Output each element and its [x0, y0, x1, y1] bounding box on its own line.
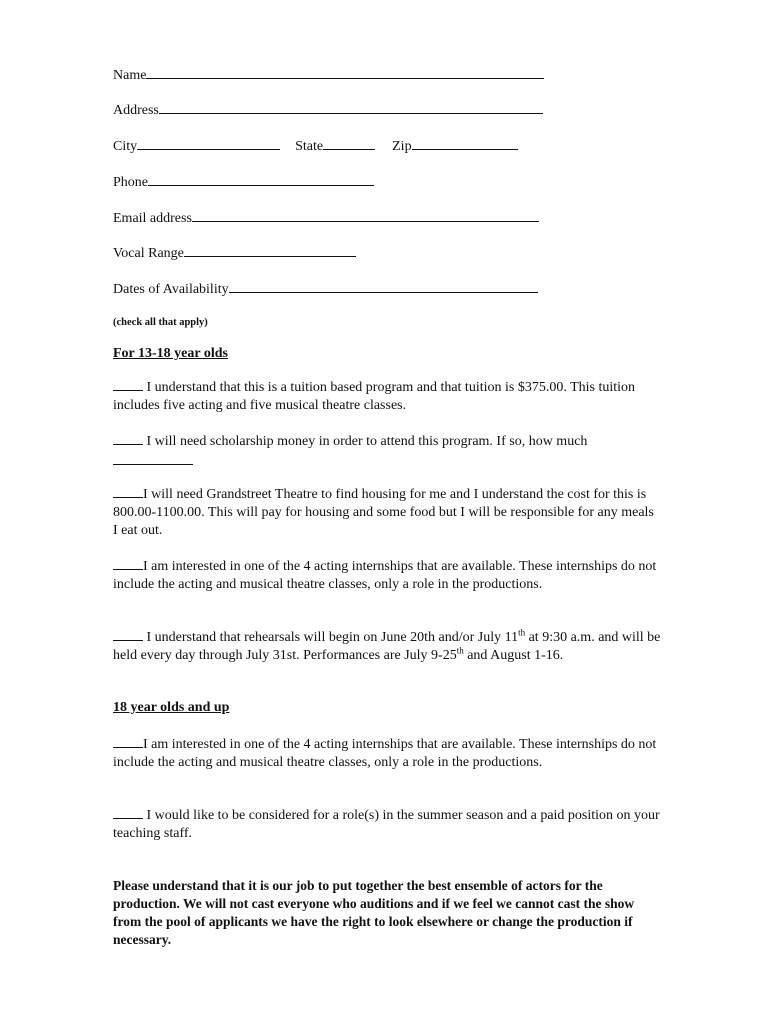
email-blank[interactable]	[192, 208, 539, 222]
address-label: Address	[113, 103, 159, 118]
availability-blank[interactable]	[229, 279, 538, 293]
option-tuition[interactable]	[113, 377, 661, 415]
city-state-zip-row	[113, 136, 518, 156]
address-blank[interactable]	[159, 100, 543, 114]
check-blank[interactable]	[113, 377, 143, 391]
check-blank[interactable]	[113, 484, 143, 498]
phone-field[interactable]	[113, 172, 374, 192]
option-text: I would like to be considered for a role(s) in the summer season and a paid position on your teaching staff.	[113, 808, 660, 841]
phone-blank[interactable]	[148, 172, 374, 186]
option-internship-18-up[interactable]	[113, 734, 661, 772]
section-heading-13-18: For 13-18 year olds	[113, 346, 228, 361]
zip-blank[interactable]	[412, 136, 518, 150]
option-text: I understand that this is a tuition based program and that tuition is $375.00. This tuition includes five acting and five musical theatre classes.	[113, 380, 636, 413]
state-blank[interactable]	[323, 136, 375, 150]
amount-blank[interactable]	[113, 451, 193, 465]
option-text: I will need Grandstreet Theatre to find housing for me and I understand the cost for this is 800.00-1100.00. This will pay for housing and some food but I will be responsible for any meals I eat out.	[113, 487, 654, 538]
name-field[interactable]	[113, 65, 544, 85]
state-label: State	[295, 139, 324, 154]
email-label: Email address	[113, 211, 192, 226]
section-heading-18-up: 18 year olds and up	[113, 700, 230, 715]
vocal-range-field[interactable]	[113, 243, 356, 263]
city-label: City	[113, 139, 138, 154]
option-text: I understand that rehearsals will begin on June 20th and/or July 11	[143, 630, 519, 645]
check-blank[interactable]	[113, 734, 143, 748]
option-text: I will need scholarship money in order to attend this program. If so, how much	[143, 434, 588, 449]
ordinal-suffix: th	[456, 645, 464, 656]
option-text: I am interested in one of the 4 acting internships that are available. These internships do not include the acting and musical theatre classes, only a role in the productions.	[113, 737, 657, 770]
name-label: Name	[113, 68, 147, 83]
availability-field[interactable]	[113, 279, 538, 299]
check-blank[interactable]	[113, 627, 143, 641]
vocal-range-label: Vocal Range	[113, 246, 184, 261]
address-field[interactable]	[113, 100, 543, 120]
check-blank[interactable]	[113, 556, 143, 570]
option-role-teaching[interactable]	[113, 805, 661, 843]
check-all-note: (check all that apply)	[113, 317, 208, 328]
zip-label: Zip	[392, 139, 412, 154]
vocal-range-blank[interactable]	[184, 243, 356, 257]
email-field[interactable]	[113, 208, 539, 228]
option-rehearsals[interactable]	[113, 627, 661, 665]
name-blank[interactable]	[146, 65, 544, 79]
option-scholarship[interactable]	[113, 431, 661, 471]
phone-label: Phone	[113, 175, 148, 190]
option-text: and August 1-16.	[463, 648, 564, 663]
option-text: at 9:30 a.m. and will be held every day through July 31st. Performances are July 9-25	[113, 630, 661, 663]
option-housing[interactable]	[113, 484, 661, 540]
ordinal-suffix: th	[518, 627, 526, 638]
availability-label: Dates of Availability	[113, 282, 229, 297]
option-text: I am interested in one of the 4 acting internships that are available. These internships do not include the acting and musical theatre classes, only a role in the productions.	[113, 559, 657, 592]
city-blank[interactable]	[137, 136, 280, 150]
check-blank[interactable]	[113, 805, 143, 819]
check-blank[interactable]	[113, 431, 143, 445]
closing-statement: Please understand that it is our job to put together the best ensemble of actors for the production. We will not cast everyone who auditions and if we feel we cannot cast the show from the pool of applicants we have the right to look elsewhere or change the production if necessary.	[113, 878, 635, 947]
option-internship-13-18[interactable]	[113, 556, 661, 594]
